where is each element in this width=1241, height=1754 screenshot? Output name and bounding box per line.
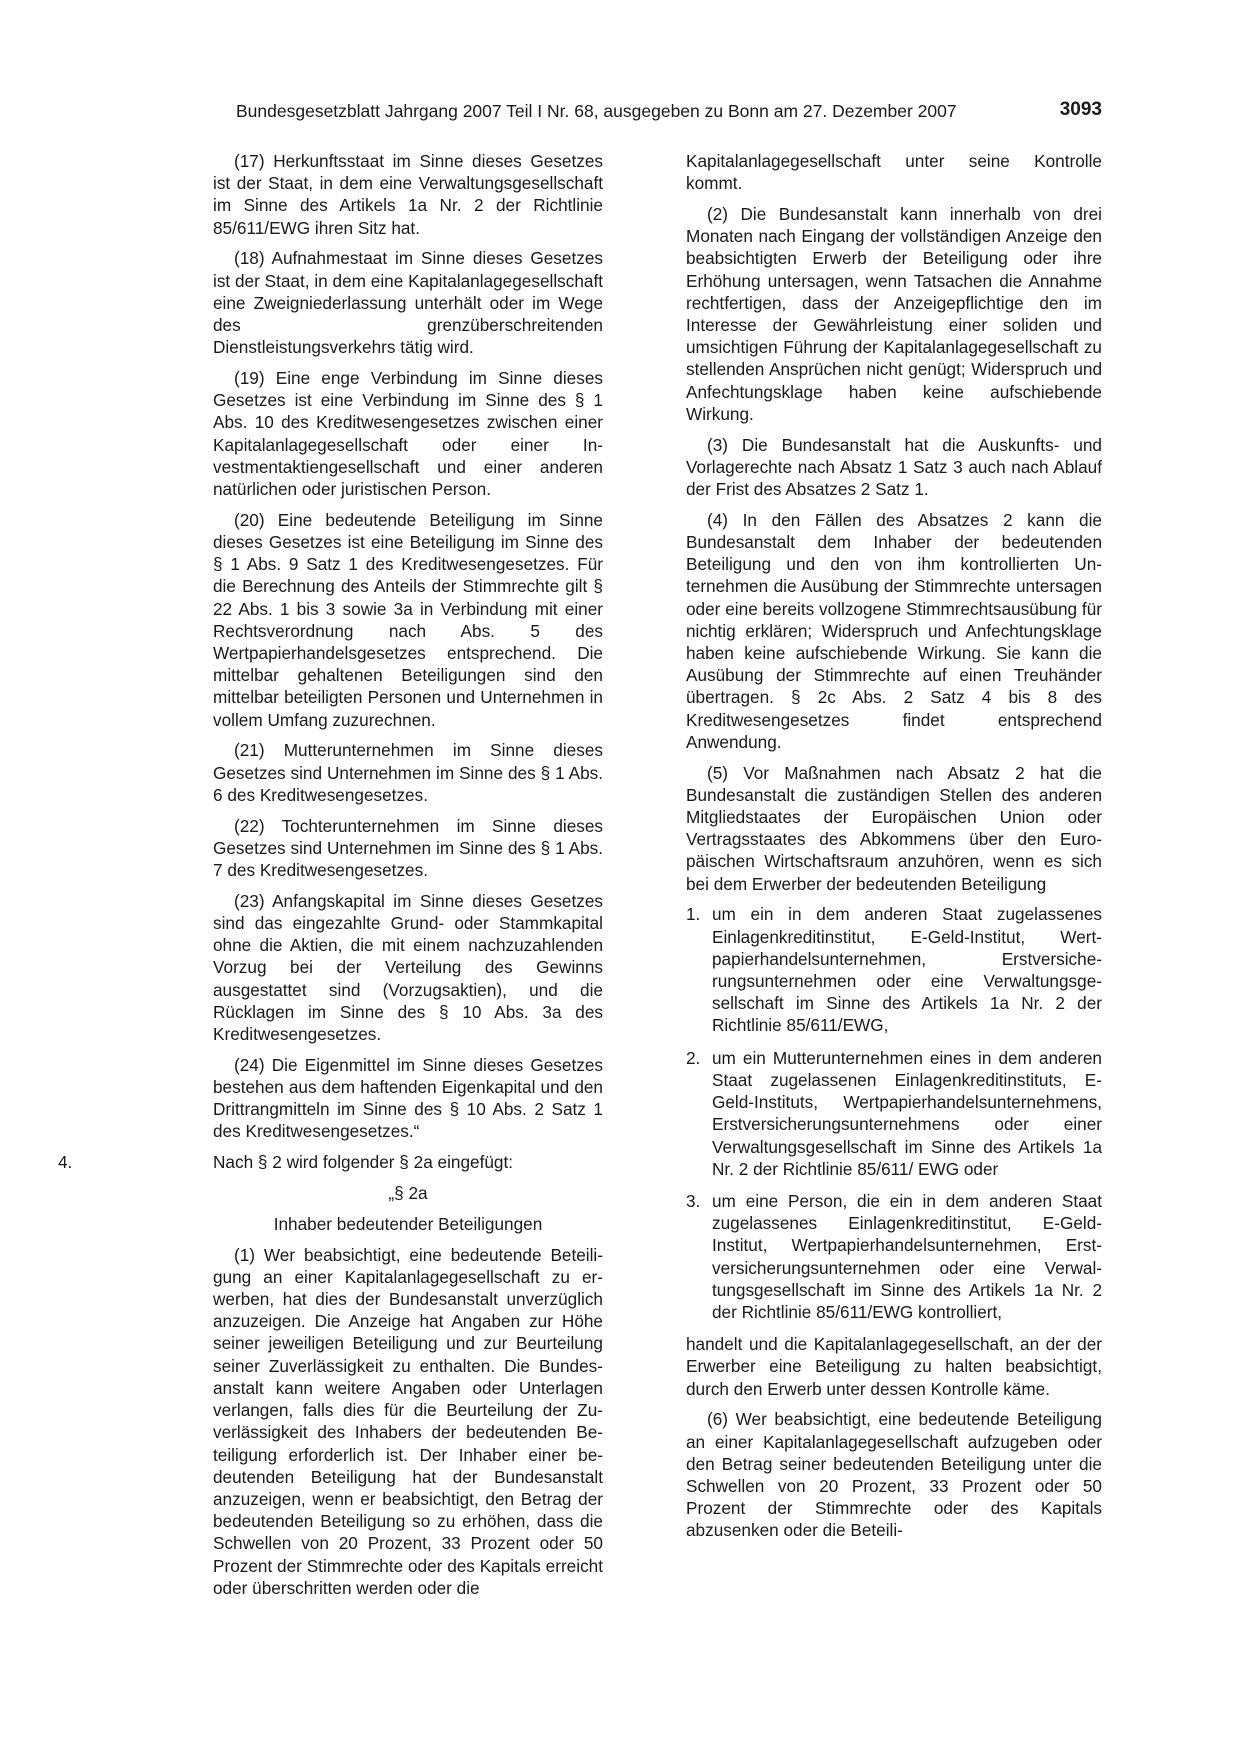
left-column (58, 150, 603, 1608)
paragraph-18: (18) Aufnahmestaat im Sinne dieses Gesetzes ist der Staat, in dem eine Kapitalanlagegesellschaft eine Zweigniederlassung unterhält oder im Wege des grenzüberschreitenden Dienstleistungsverkehrs tätig wird. (213, 248, 603, 358)
paragraph-19: (19) Eine enge Verbindung im Sinne dieses Gesetzes ist eine Verbindung im Sinne des § 1 Abs. 10 des Kreditwesengesetzes zwischen einer Kapitalanlagegesellschaft oder einer Investmentaktiengesellschaft und einer anderen natürlichen oder juristischen Person. (213, 368, 603, 500)
list-text: um eine Person, die ein in dem anderen Staat zugelassenes Einlagenkreditinstitut, E-Geld-Institut, Wertpapierhandelsunternehmen, Erstversicherungsunternehmen oder eine Verwaltungsgesellschaft im Sinne des Artikels 1a Nr. 2 der Richtlinie 85/611/EWG kontrolliert, (712, 1190, 1102, 1322)
list-number: 1. (686, 904, 701, 925)
right-column (686, 150, 1102, 1550)
amendment-item-4 (58, 1151, 603, 1173)
section-paragraph-2: (2) Die Bundesanstalt kann innerhalb von drei Monaten nach Eingang der vollständigen Anzeige den beabsichtigten Erwerb der Beteiligung oder ihre Erhöhung untersagen, wenn Tatsachen die Annahme rechtfertigen, dass der Anzeigepflichtige den im Interesse der Gewährleistung einer soliden und umsichtigen Führung der Kapitalanlagegesellschaft zu stellenden Ansprüchen nicht genügt; Widerspruch und Anfechtungsklage haben keine aufschiebende Wirkung. (686, 204, 1102, 424)
list-item (686, 1190, 1102, 1323)
section-paragraph-5: (5) Vor Maßnahmen nach Absatz 2 hat die Bundesanstalt die zuständigen Stellen des anderen Mitgliedstaates der Europäischen Union oder Vertragsstaates des Abkommens über den Europäischen Wirtschaftsraum anzuhören, wenn es sich bei dem Erwerber der bedeutenden Beteiligung (686, 762, 1102, 894)
continuation-text: Kapitalanlagegesellschaft unter seine Kontrolle kommt. (686, 151, 1102, 194)
paragraph-20: (20) Eine bedeutende Beteiligung im Sinne dieses Gesetzes ist eine Beteiligung im Sinne des § 1 Abs. 9 Satz 1 des Kreditwesengesetzes. Für die Berechnung des Anteils der Stimmrechte gilt § 22 Abs. 1 bis 3 sowie 3a in Verbindung mit einer Rechtsverordnung nach Abs. 5 des Wertpapierhandelsgesetzes entsprechend. Die mittelbar gehaltenen Beteiligungen sind den mittelbar beteiligten Personen und Unternehmen in vollem Umfang zuzurechnen. (213, 509, 603, 730)
item-number: 4. (58, 1152, 73, 1173)
section-paragraph-1: (1) Wer beabsichtigt, eine bedeutende Beteiligung an einer Kapitalanlagegesellschaft zu erwerben, hat dies der Bundesanstalt unverzüglich anzuzeigen. Die Anzeige hat Angaben zur Höhe seiner jeweiligen Beteiligung und zur Beurteilung seiner Zuverlässigkeit zu enthalten. Die Bundesanstalt kann weitere Angaben oder Unterlagen verlangen, falls dies für die Beurteilung der Zuverlässigkeit des Inhabers der bedeutenden Beteiligung erforderlich ist. Der Inhaber einer bedeutenden Beteiligung hat der Bundesanstalt anzuzeigen, wenn er beabsichtigt, den Betrag der bedeutenden Beteiligung so zu erhöhen, dass die Schwellen von 20 Prozent, 33 Prozent oder 50 Prozent der Stimmrechte oder des Kapitals erreicht oder überschritten werden oder die (213, 1244, 603, 1598)
paragraph-22: (22) Tochterunternehmen im Sinne dieses Gesetzes sind Unternehmen im Sinne des § 1 Abs. 7 des Kreditwesengesetzes. (213, 815, 603, 881)
list-item (686, 1047, 1102, 1180)
section-heading: „§ 2a (388, 1183, 428, 1204)
paragraph-17: (17) Herkunftsstaat im Sinne dieses Gesetzes ist der Staat, in dem eine Verwaltungsgesellschaft im Sinne des Artikels 1a Nr. 2 der Richtlinie 85/611/EWG ihren Sitz hat. (213, 151, 603, 238)
continuation-text: handelt und die Kapitalanlagegesellschaft, an der der Erwerber eine Beteiligung zu halten beabsichtigt, durch den Erwerb unter dessen Kontrolle käme. (686, 1334, 1102, 1399)
list-text: um ein in dem anderen Staat zugelassenes Einlagenkreditinstitut, E-Geld-Institut, Wertpapierhandelsunternehmen, Erstversicherungsunternehmen oder eine Verwaltungsgesellschaft im Sinne des Artikels 1a Nr. 2 der Richtlinie 85/611/EWG, (712, 904, 1102, 1036)
gazette-title: Bundesgesetzblatt Jahrgang 2007 Teil I Nr. 68, ausgegeben zu Bonn am 27. Dezember 2007 (236, 101, 957, 121)
paragraph-23: (23) Anfangskapital im Sinne dieses Gesetzes sind das eingezahlte Grund- oder Stammkapital ohne die Aktien, die mit einem nachzuzahlenden Vorzug bei der Verteilung des Gewinns ausgestattet sind (Vorzugsaktien), und die Rücklagen im Sinne des § 10 Abs. 3a des Kreditwesengesetzes. (213, 890, 603, 1045)
item-text: Nach § 2 wird folgender § 2a eingefügt: (213, 1152, 514, 1173)
section-paragraph-4: (4) In den Fällen des Absatzes 2 kann die Bundesanstalt dem Inhaber der bedeutenden Beteiligung und den von ihm kontrollierten Unternehmen die Ausübung der Stimmrechte untersagen oder eine bereits vollzogene Stimmrechtsausübung für nichtig erklären; Widerspruch und Anfechtungsklage haben keine aufschiebende Wirkung. Sie kann die Ausübung der Stimmrechte auf einen Treuhänder übertragen. § 2c Abs. 2 Satz 4 bis 8 des Kreditwesengesetzes findet entsprechend Anwendung. (686, 509, 1102, 752)
list-item (686, 903, 1102, 1036)
section-paragraph-3: (3) Die Bundesanstalt hat die Auskunfts- und Vorlagerechte nach Absatz 1 Satz 3 auch nach Ablauf der Frist des Absatzes 2 Satz 1. (686, 434, 1102, 500)
section-paragraph-6: (6) Wer beabsichtigt, eine bedeutende Beteiligung an einer Kapitalanlagegesellschaft aufzugeben oder den Betrag seiner bedeutenden Beteiligung unter die Schwellen von 20 Prozent, 33 Prozent oder 50 Prozent der Stimmrechte oder des Kapitals abzusenken oder die Beteili- (686, 1409, 1102, 1541)
list-number: 2. (686, 1047, 701, 1068)
list-text: um ein Mutterunternehmen eines in dem anderen Staat zugelassenen Einlagenkreditinstituts, E-Geld-Instituts, Wertpapierhandelsunternehmens, Erstversicherungsunternehmens oder einer Verwaltungsgesellschaft im Sinne des Artikels 1a Nr. 2 der Richtlinie 85/611/ EWG oder (712, 1047, 1102, 1179)
page-number: 3093 (1059, 99, 1102, 120)
paragraph-21: (21) Mutterunternehmen im Sinne dieses Gesetzes sind Unternehmen im Sinne des § 1 Abs. 6 des Kreditwesengesetzes. (213, 740, 603, 805)
list-number: 3. (686, 1190, 701, 1211)
paragraph-24: (24) Die Eigenmittel im Sinne dieses Gesetzes bestehen aus dem haftenden Eigenkapital und den Drittrangmitteln im Sinne des § 10 Abs. 2 Satz 1 des Kreditwesengesetzes.“ (213, 1054, 603, 1142)
section-title: Inhaber bedeutender Beteiligungen (273, 1213, 543, 1234)
